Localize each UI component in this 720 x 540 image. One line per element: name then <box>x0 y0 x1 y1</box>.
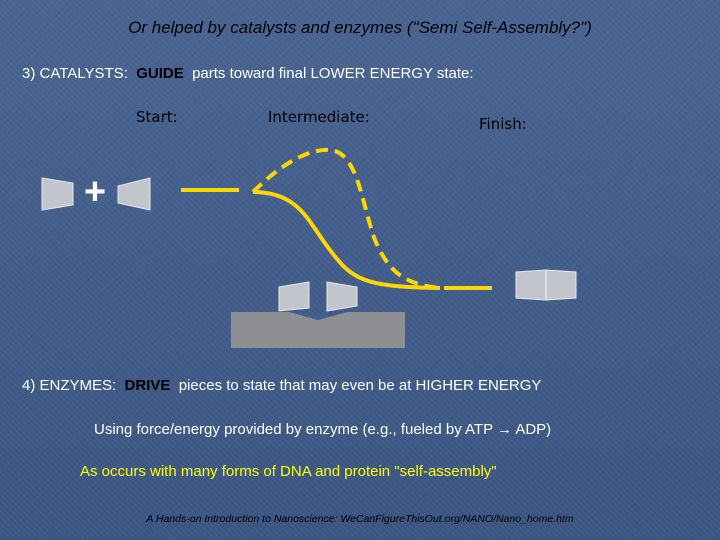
start-piece-right <box>118 178 150 210</box>
catalysts-suffix: parts toward final LOWER ENERGY state: <box>192 65 474 82</box>
slide-title: Or helped by catalysts and enzymes ("Semi Self-Assembly?") <box>128 18 592 37</box>
intermediate-piece-right <box>327 282 357 311</box>
catalysts-keyword: GUIDE <box>136 65 184 82</box>
enzymes-keyword: DRIVE <box>124 377 171 394</box>
stage-finish-label: Finish: <box>479 115 527 133</box>
force-energy-line: Using force/energy provided by enzyme (e.g., fueled by ATP → ADP) <box>94 421 552 438</box>
start-piece-left <box>42 178 73 210</box>
stage-start-label: Start: <box>136 108 178 126</box>
catalyst-surface <box>231 312 405 348</box>
catalyzed-energy-path <box>253 192 440 288</box>
stage-intermediate-label: Intermediate: <box>268 108 370 126</box>
self-assembly-line: As occurs with many forms of DNA and protein "self-assembly" <box>80 463 497 480</box>
plus-sign: + <box>83 171 107 213</box>
catalysts-prefix: 3) CATALYSTS: <box>22 65 128 82</box>
enzymes-prefix: 4) ENZYMES: <box>22 377 117 394</box>
footer-credit: A Hands-on Introduction to Nanoscience: WeCanFigureThisOut.org/NANO/Nano_home.htm <box>146 513 574 525</box>
enzymes-heading <box>22 377 541 394</box>
intermediate-piece-left <box>279 282 309 311</box>
enzymes-suffix: pieces to state that may even be at HIGHER ENERGY <box>178 377 542 394</box>
